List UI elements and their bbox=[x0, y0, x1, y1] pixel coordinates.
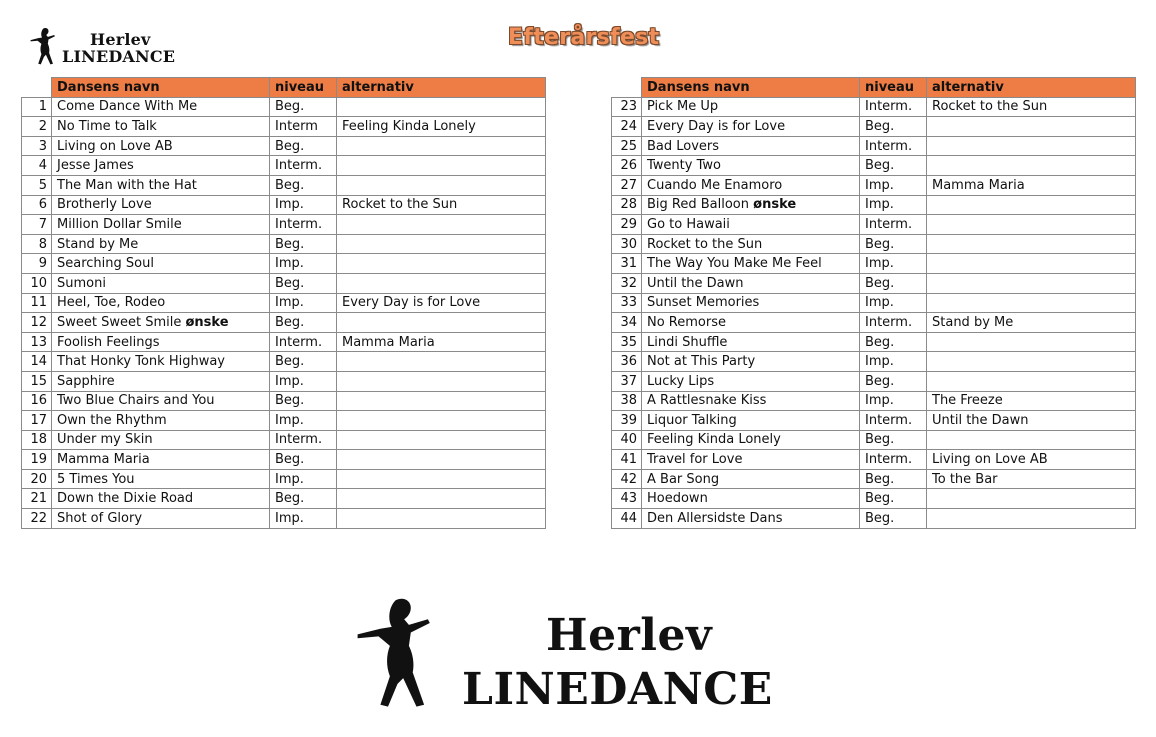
table-row bbox=[612, 195, 1136, 215]
level-cell: Interm. bbox=[860, 411, 927, 431]
alternative-cell bbox=[337, 411, 546, 431]
level-cell: Beg. bbox=[270, 489, 337, 509]
dance-name: The Man with the Hat bbox=[57, 177, 197, 193]
level-cell: Beg. bbox=[270, 352, 337, 372]
dance-name: Travel for Love bbox=[647, 452, 743, 468]
dance-name-cell bbox=[642, 254, 860, 274]
row-number: 1 bbox=[22, 97, 52, 117]
logo-line-1: Herlev bbox=[90, 30, 151, 49]
table-row bbox=[612, 391, 1136, 411]
level-cell: Beg. bbox=[270, 313, 337, 333]
dance-name: Own the Rhythm bbox=[57, 412, 167, 428]
dance-name: Two Blue Chairs and You bbox=[57, 393, 215, 409]
level-cell: Imp. bbox=[270, 254, 337, 274]
table-row bbox=[22, 489, 546, 509]
table-row bbox=[612, 430, 1136, 450]
dance-name-cell bbox=[52, 117, 270, 137]
dance-name: Sunset Memories bbox=[647, 295, 760, 311]
dance-name-cell bbox=[52, 371, 270, 391]
table-row bbox=[22, 332, 546, 352]
alternative-cell bbox=[927, 293, 1136, 313]
dance-name: Den Allersidste Dans bbox=[647, 510, 783, 526]
level-cell: Imp. bbox=[860, 293, 927, 313]
table-row bbox=[612, 450, 1136, 470]
alternative-cell bbox=[337, 313, 546, 333]
logo-small bbox=[28, 26, 188, 70]
level-cell: Imp. bbox=[860, 175, 927, 195]
alternative-cell bbox=[927, 215, 1136, 235]
dance-name: Until the Dawn bbox=[647, 275, 744, 291]
alternative-cell bbox=[927, 254, 1136, 274]
row-number: 43 bbox=[612, 489, 642, 509]
table-row bbox=[612, 156, 1136, 176]
dance-name-cell bbox=[52, 97, 270, 117]
row-number: 6 bbox=[22, 195, 52, 215]
row-number: 14 bbox=[22, 352, 52, 372]
dance-name-cell bbox=[52, 411, 270, 431]
level-cell: Beg. bbox=[270, 273, 337, 293]
row-number: 4 bbox=[22, 156, 52, 176]
alternative-cell bbox=[337, 136, 546, 156]
table-row bbox=[22, 156, 546, 176]
dance-name: Million Dollar Smile bbox=[57, 216, 182, 232]
alternative-cell bbox=[337, 273, 546, 293]
row-number: 42 bbox=[612, 469, 642, 489]
level-cell: Beg. bbox=[270, 234, 337, 254]
dance-name: No Time to Talk bbox=[57, 118, 157, 134]
dance-name: Liquor Talking bbox=[647, 412, 737, 428]
dance-name: A Bar Song bbox=[647, 471, 720, 487]
dance-table-right bbox=[611, 77, 1136, 529]
dance-name: That Honky Tonk Highway bbox=[57, 354, 225, 370]
dance-name-cell bbox=[642, 97, 860, 117]
table-row bbox=[22, 450, 546, 470]
alternative-cell: Rocket to the Sun bbox=[337, 195, 546, 215]
dance-name: Jesse James bbox=[57, 158, 134, 174]
level-cell: Beg. bbox=[860, 430, 927, 450]
row-number: 9 bbox=[22, 254, 52, 274]
alternative-cell bbox=[927, 136, 1136, 156]
table-header-row bbox=[612, 78, 1136, 98]
row-number: 12 bbox=[22, 313, 52, 333]
alternative-cell bbox=[337, 352, 546, 372]
dance-name-cell bbox=[52, 313, 270, 333]
dance-name-cell bbox=[52, 273, 270, 293]
alternative-cell bbox=[337, 469, 546, 489]
dance-name-cell bbox=[642, 352, 860, 372]
header-level: niveau bbox=[270, 78, 337, 98]
dance-name: A Rattlesnake Kiss bbox=[647, 393, 767, 409]
dance-name-cell bbox=[642, 273, 860, 293]
table-row bbox=[612, 97, 1136, 117]
alternative-cell bbox=[927, 430, 1136, 450]
dance-name: Every Day is for Love bbox=[647, 118, 786, 134]
row-number: 39 bbox=[612, 411, 642, 431]
level-cell: Beg. bbox=[860, 273, 927, 293]
dance-name-cell bbox=[52, 254, 270, 274]
dance-name-cell bbox=[642, 411, 860, 431]
dance-name: Down the Dixie Road bbox=[57, 491, 194, 507]
dance-name: Feeling Kinda Lonely bbox=[647, 432, 781, 448]
row-number: 35 bbox=[612, 332, 642, 352]
level-cell: Interm. bbox=[860, 215, 927, 235]
alternative-cell: The Freeze bbox=[927, 391, 1136, 411]
dance-name-cell bbox=[642, 332, 860, 352]
table-row bbox=[612, 469, 1136, 489]
alternative-cell bbox=[927, 117, 1136, 137]
row-number: 7 bbox=[22, 215, 52, 235]
level-cell: Imp. bbox=[270, 293, 337, 313]
table-header-row bbox=[22, 78, 546, 98]
row-number: 20 bbox=[22, 469, 52, 489]
table-row bbox=[22, 215, 546, 235]
table-row bbox=[612, 371, 1136, 391]
dance-name-cell bbox=[52, 215, 270, 235]
dance-name-cell bbox=[642, 195, 860, 215]
dance-name: 5 Times You bbox=[57, 471, 135, 487]
dance-name-cell bbox=[642, 371, 860, 391]
alternative-cell bbox=[927, 509, 1136, 529]
alternative-cell: Mamma Maria bbox=[337, 332, 546, 352]
level-cell: Interm. bbox=[270, 332, 337, 352]
row-number: 38 bbox=[612, 391, 642, 411]
level-cell: Imp. bbox=[270, 469, 337, 489]
header-blank bbox=[22, 78, 52, 98]
alternative-cell: Stand by Me bbox=[927, 313, 1136, 333]
dance-name: Shot of Glory bbox=[57, 510, 143, 526]
dance-name-cell bbox=[642, 117, 860, 137]
level-cell: Beg. bbox=[270, 136, 337, 156]
row-number: 28 bbox=[612, 195, 642, 215]
row-number: 25 bbox=[612, 136, 642, 156]
dance-name: Not at This Party bbox=[647, 354, 756, 370]
logo-large bbox=[350, 592, 830, 717]
table-row bbox=[22, 469, 546, 489]
dance-name: Bad Lovers bbox=[647, 138, 720, 154]
row-number: 19 bbox=[22, 450, 52, 470]
alternative-cell bbox=[337, 156, 546, 176]
dance-name-cell bbox=[52, 430, 270, 450]
alternative-cell bbox=[927, 273, 1136, 293]
header-alt: alternativ bbox=[927, 78, 1136, 98]
table-row bbox=[22, 234, 546, 254]
dancer-silhouette-icon bbox=[28, 26, 60, 66]
table-row bbox=[22, 254, 546, 274]
table-row bbox=[22, 430, 546, 450]
level-cell: Imp. bbox=[860, 195, 927, 215]
dance-name-cell bbox=[642, 391, 860, 411]
alternative-cell bbox=[337, 254, 546, 274]
dance-name-cell bbox=[642, 430, 860, 450]
alternative-cell bbox=[927, 352, 1136, 372]
dance-name-cell bbox=[52, 509, 270, 529]
header-name: Dansens navn bbox=[52, 78, 270, 98]
row-number: 22 bbox=[22, 509, 52, 529]
dance-name-cell bbox=[52, 391, 270, 411]
row-number: 11 bbox=[22, 293, 52, 313]
alternative-cell bbox=[337, 450, 546, 470]
dance-name: Pick Me Up bbox=[647, 99, 719, 115]
dance-name-cell bbox=[52, 352, 270, 372]
table-row bbox=[612, 273, 1136, 293]
row-number: 34 bbox=[612, 313, 642, 333]
table-row bbox=[612, 234, 1136, 254]
row-number: 36 bbox=[612, 352, 642, 372]
level-cell: Beg. bbox=[860, 489, 927, 509]
logo-line-1: Herlev bbox=[546, 610, 713, 661]
dance-name-cell bbox=[52, 195, 270, 215]
table-row bbox=[612, 175, 1136, 195]
dance-name: Living on Love AB bbox=[57, 138, 173, 154]
dance-name: Foolish Feelings bbox=[57, 334, 160, 350]
dance-name-cell bbox=[642, 509, 860, 529]
dance-name-cell bbox=[52, 332, 270, 352]
dance-name: Cuando Me Enamoro bbox=[647, 177, 783, 193]
table-row bbox=[612, 489, 1136, 509]
level-cell: Beg. bbox=[270, 175, 337, 195]
dance-name: The Way You Make Me Feel bbox=[647, 256, 822, 272]
level-cell: Beg. bbox=[860, 234, 927, 254]
dance-name: Sweet Sweet Smile bbox=[57, 314, 182, 330]
dance-name: Twenty Two bbox=[647, 158, 721, 174]
level-cell: Imp. bbox=[860, 254, 927, 274]
dance-name-cell bbox=[52, 234, 270, 254]
level-cell: Imp. bbox=[270, 509, 337, 529]
dance-name: Rocket to the Sun bbox=[647, 236, 763, 252]
dance-name-cell bbox=[642, 215, 860, 235]
alternative-cell: Until the Dawn bbox=[927, 411, 1136, 431]
row-number: 17 bbox=[22, 411, 52, 431]
row-number: 33 bbox=[612, 293, 642, 313]
row-number: 41 bbox=[612, 450, 642, 470]
row-number: 37 bbox=[612, 371, 642, 391]
dance-name: Sumoni bbox=[57, 275, 106, 291]
alternative-cell bbox=[337, 97, 546, 117]
dance-name-cell bbox=[642, 175, 860, 195]
table-row bbox=[22, 175, 546, 195]
alternative-cell bbox=[927, 371, 1136, 391]
table-row bbox=[22, 352, 546, 372]
alternative-cell bbox=[337, 509, 546, 529]
table-row bbox=[612, 254, 1136, 274]
level-cell: Interm. bbox=[270, 215, 337, 235]
alternative-cell: Mamma Maria bbox=[927, 175, 1136, 195]
level-cell: Interm. bbox=[860, 136, 927, 156]
table-row bbox=[612, 332, 1136, 352]
table-row bbox=[612, 117, 1136, 137]
row-number: 8 bbox=[22, 234, 52, 254]
alternative-cell bbox=[337, 489, 546, 509]
level-cell: Imp. bbox=[270, 411, 337, 431]
level-cell: Imp. bbox=[860, 352, 927, 372]
dance-name: Brotherly Love bbox=[57, 197, 152, 213]
level-cell: Beg. bbox=[860, 371, 927, 391]
page-title: Efterårsfest bbox=[508, 25, 660, 50]
dance-name: Hoedown bbox=[647, 491, 708, 507]
dance-name-cell bbox=[642, 156, 860, 176]
header-alt: alternativ bbox=[337, 78, 546, 98]
table-row bbox=[22, 273, 546, 293]
alternative-cell bbox=[927, 195, 1136, 215]
alternative-cell bbox=[337, 430, 546, 450]
row-number: 23 bbox=[612, 97, 642, 117]
table-row bbox=[612, 411, 1136, 431]
dance-name: Stand by Me bbox=[57, 236, 139, 252]
table-row bbox=[612, 509, 1136, 529]
dance-name-cell bbox=[642, 136, 860, 156]
alternative-cell: Every Day is for Love bbox=[337, 293, 546, 313]
header-blank bbox=[612, 78, 642, 98]
row-number: 31 bbox=[612, 254, 642, 274]
row-number: 24 bbox=[612, 117, 642, 137]
row-number: 10 bbox=[22, 273, 52, 293]
alternative-cell: Rocket to the Sun bbox=[927, 97, 1136, 117]
alternative-cell: Living on Love AB bbox=[927, 450, 1136, 470]
dance-name: Under my Skin bbox=[57, 432, 153, 448]
table-row bbox=[22, 195, 546, 215]
dance-name: Searching Soul bbox=[57, 256, 154, 272]
dance-name-cell bbox=[52, 469, 270, 489]
level-cell: Beg. bbox=[860, 332, 927, 352]
row-number: 40 bbox=[612, 430, 642, 450]
dance-name: Go to Hawaii bbox=[647, 216, 730, 232]
level-cell: Beg. bbox=[860, 117, 927, 137]
alternative-cell bbox=[927, 489, 1136, 509]
logo-line-2: LINEDANCE bbox=[462, 664, 773, 715]
table-row bbox=[22, 293, 546, 313]
alternative-cell bbox=[337, 175, 546, 195]
alternative-cell bbox=[927, 234, 1136, 254]
table-row bbox=[612, 293, 1136, 313]
row-number: 18 bbox=[22, 430, 52, 450]
table-row bbox=[22, 391, 546, 411]
row-number: 27 bbox=[612, 175, 642, 195]
level-cell: Imp. bbox=[270, 371, 337, 391]
dance-table-left bbox=[21, 77, 546, 529]
table-row bbox=[612, 136, 1136, 156]
dance-name: Lindi Shuffle bbox=[647, 334, 728, 350]
dance-name-cell bbox=[642, 469, 860, 489]
dance-name: Sapphire bbox=[57, 373, 115, 389]
level-cell: Beg. bbox=[270, 97, 337, 117]
level-cell: Beg. bbox=[860, 156, 927, 176]
table-row bbox=[22, 313, 546, 333]
alternative-cell bbox=[337, 371, 546, 391]
table-row bbox=[612, 352, 1136, 372]
level-cell: Beg. bbox=[270, 450, 337, 470]
row-number: 26 bbox=[612, 156, 642, 176]
level-cell: Interm. bbox=[270, 430, 337, 450]
dance-name-cell bbox=[52, 450, 270, 470]
row-number: 30 bbox=[612, 234, 642, 254]
alternative-cell bbox=[927, 332, 1136, 352]
level-cell: Interm. bbox=[860, 450, 927, 470]
level-cell: Imp. bbox=[270, 195, 337, 215]
table-row bbox=[22, 371, 546, 391]
dance-name: Come Dance With Me bbox=[57, 99, 198, 115]
row-number: 3 bbox=[22, 136, 52, 156]
row-number: 21 bbox=[22, 489, 52, 509]
dance-name-cell bbox=[52, 136, 270, 156]
level-cell: Beg. bbox=[860, 509, 927, 529]
table-row bbox=[612, 215, 1136, 235]
logo-line-2: LINEDANCE bbox=[62, 47, 176, 66]
dance-name: Heel, Toe, Rodeo bbox=[57, 295, 166, 311]
table-row bbox=[22, 136, 546, 156]
header-name: Dansens navn bbox=[642, 78, 860, 98]
dance-name: No Remorse bbox=[647, 314, 726, 330]
table-row bbox=[22, 97, 546, 117]
row-number: 32 bbox=[612, 273, 642, 293]
table-row bbox=[612, 313, 1136, 333]
alternative-cell bbox=[927, 156, 1136, 176]
table-row bbox=[22, 117, 546, 137]
dance-name-cell bbox=[642, 450, 860, 470]
level-cell: Interm. bbox=[860, 97, 927, 117]
dance-name: Big Red Balloon bbox=[647, 197, 750, 213]
alternative-cell bbox=[337, 234, 546, 254]
level-cell: Beg. bbox=[860, 469, 927, 489]
row-number: 5 bbox=[22, 175, 52, 195]
dance-name-cell bbox=[642, 313, 860, 333]
level-cell: Interm. bbox=[860, 313, 927, 333]
dance-name-cell bbox=[52, 489, 270, 509]
wish-label: ønske bbox=[185, 314, 229, 330]
row-number: 13 bbox=[22, 332, 52, 352]
table-row bbox=[22, 411, 546, 431]
dance-name-cell bbox=[52, 156, 270, 176]
row-number: 2 bbox=[22, 117, 52, 137]
row-number: 29 bbox=[612, 215, 642, 235]
alternative-cell bbox=[337, 391, 546, 411]
alternative-cell bbox=[337, 215, 546, 235]
alternative-cell: Feeling Kinda Lonely bbox=[337, 117, 546, 137]
dance-name-cell bbox=[642, 489, 860, 509]
row-number: 44 bbox=[612, 509, 642, 529]
row-number: 15 bbox=[22, 371, 52, 391]
dance-name-cell bbox=[642, 234, 860, 254]
dancer-silhouette-icon bbox=[350, 592, 445, 712]
level-cell: Interm. bbox=[270, 156, 337, 176]
dance-name: Mamma Maria bbox=[57, 452, 150, 468]
row-number: 16 bbox=[22, 391, 52, 411]
table-row bbox=[22, 509, 546, 529]
wish-label: ønske bbox=[753, 197, 797, 213]
header-level: niveau bbox=[860, 78, 927, 98]
alternative-cell: To the Bar bbox=[927, 469, 1136, 489]
level-cell: Beg. bbox=[270, 391, 337, 411]
dance-name-cell bbox=[52, 293, 270, 313]
dance-name-cell bbox=[642, 293, 860, 313]
dance-name-cell bbox=[52, 175, 270, 195]
dance-name: Lucky Lips bbox=[647, 373, 715, 389]
level-cell: Interm bbox=[270, 117, 337, 137]
level-cell: Imp. bbox=[860, 391, 927, 411]
